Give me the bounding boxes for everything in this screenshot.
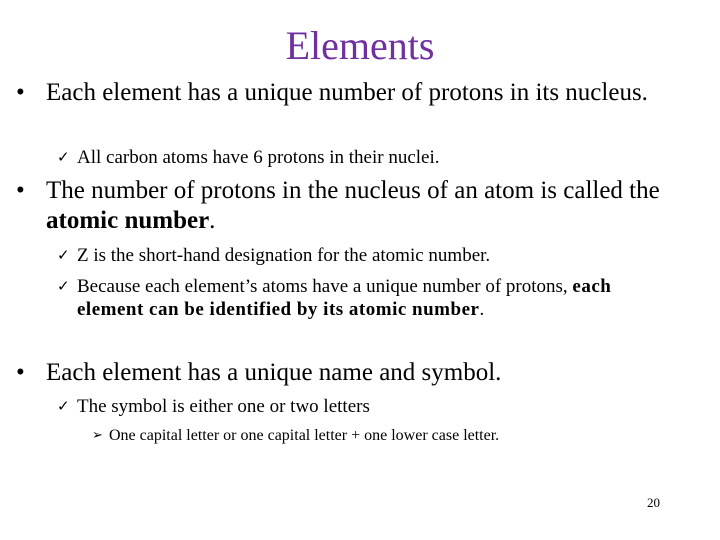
sub-bullet-text: All carbon atoms have 6 protons in their nuclei. [77,147,440,168]
bold-emphasis: each element can be identified by its atomic number [77,276,612,320]
checkmark-icon: ✓ [57,148,70,166]
atomic-number-term: atomic number [46,207,210,234]
sub-bullet-item [57,395,677,418]
bullet-item [16,78,706,108]
bullet-dot-icon: • [16,79,25,106]
sub-sub-bullet-item [92,426,669,446]
checkmark-icon: ✓ [57,246,70,264]
bullet-text: Each element has a unique name and symbol. [46,359,502,386]
slide-title: Elements [285,23,435,68]
bullet-text: The number of protons in the nucleus of an atom is called the atomic number. [46,177,660,234]
bullet-item [16,358,706,388]
sub-bullet-item [57,146,677,169]
page-number: 20 [647,495,660,510]
sub-bullet-text: Because each element’s atoms have a unique number of protons, each element can be identified by its atomic number. [77,276,612,320]
sub-bullet-text: Z is the short-hand designation for the atomic number. [77,245,491,266]
sub-bullet-item [57,275,677,321]
checkmark-icon: ✓ [57,397,70,415]
checkmark-icon: ✓ [57,277,70,295]
sub-bullet-item [57,244,677,267]
bullet-text: Each element has a unique number of protons in its nucleus. [46,79,648,106]
arrowhead-bullet-icon: ➢ [92,428,103,443]
sub-sub-bullet-text: One capital letter or one capital letter + one lower case letter. [109,427,500,444]
bullet-dot-icon: • [16,177,25,204]
bullet-dot-icon: • [16,359,25,386]
sub-bullet-text: The symbol is either one or two letters [77,396,370,417]
bullet-item [16,176,706,236]
